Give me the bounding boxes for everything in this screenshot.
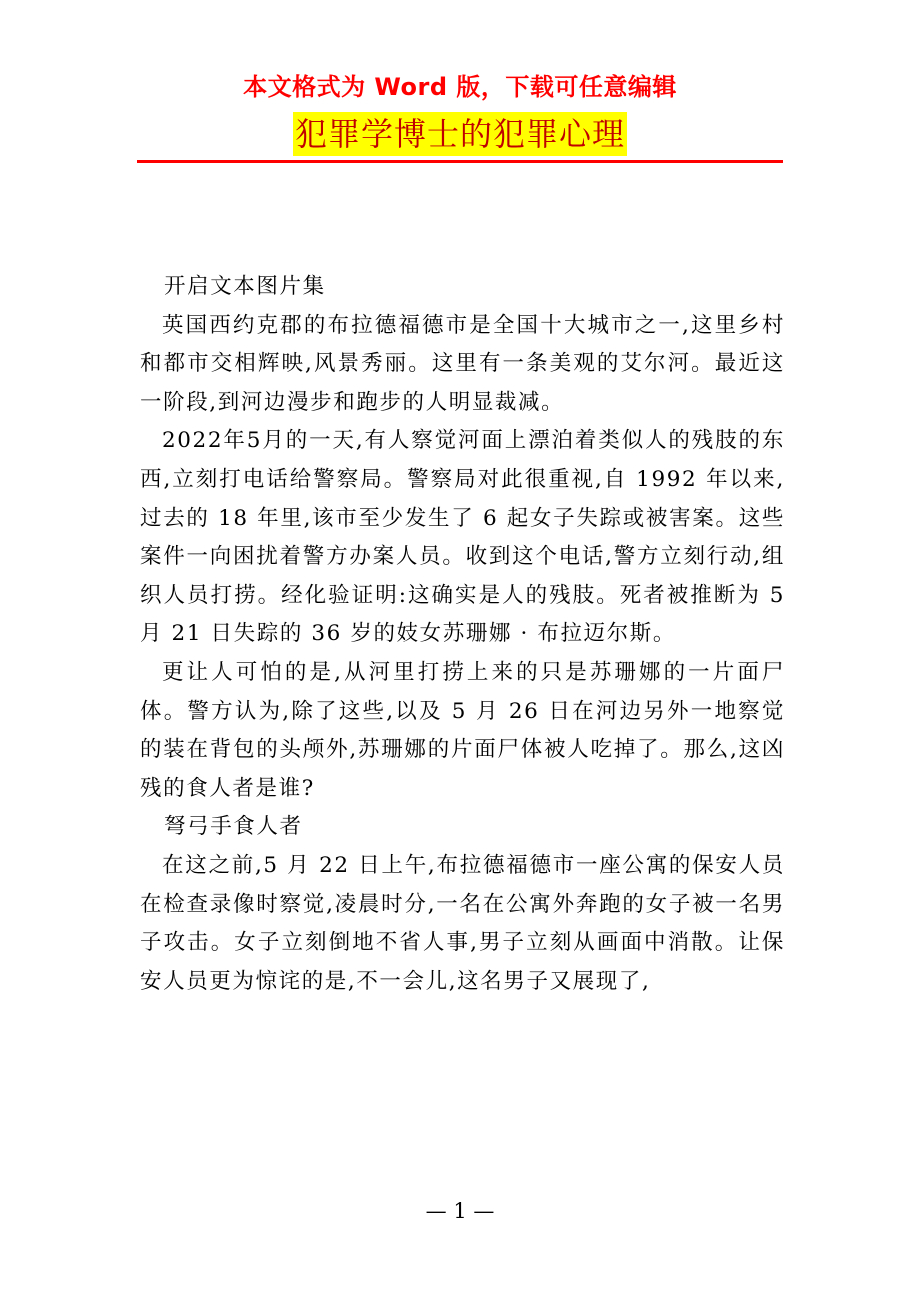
document-title: 犯罪学博士的犯罪心理 bbox=[293, 112, 627, 156]
document-body bbox=[140, 268, 785, 1001]
page-number: — 1 — bbox=[425, 1199, 495, 1223]
paragraph: 在这之前,5 月 22 日上午,布拉德福德市一座公寓的保安人员在检查录像时察觉,凌晨时分,一名在公寓外奔跑的女子被一名男子攻击。女子立刻倒地不省人事,男子立刻从画面中消散。让保安人员更为惊诧的是,不一会儿,这名男子又展现了, bbox=[140, 852, 785, 994]
section-heading: 开启文本图片集 bbox=[164, 274, 326, 299]
format-notice: 本文格式为 Word 版，下载可任意编辑 bbox=[243, 73, 677, 101]
title-container bbox=[0, 112, 920, 156]
paragraph: 更让人可怕的是,从河里打捞上来的只是苏珊娜的一片面尸体。警方认为,除了这些,以及 5 月 26 日在河边另外一地察觉的装在背包的头颅外,苏珊娜的片面尸体被人吃掉了。那么,这凶残的食人者是谁? bbox=[140, 659, 785, 801]
header-rule bbox=[137, 160, 783, 163]
paragraph: 2022年5月的一天,有人察觉河面上漂泊着类似人的残肢的东西,立刻打电话给警察局。警察局对此很重视,自 1992 年以来,过去的 18 年里,该市至少发生了 6 起女子失踪或被害案。这些案件一向困扰着警方办案人员。收到这个电话,警方立刻行动,组织人员打捞。经化验证明:这确实是人的残肢。死者被推断为 5 月 21 日失踪的 36 岁的妓女苏珊娜 · 布拉迈尔斯。 bbox=[140, 428, 785, 647]
paragraph: 英国西约克郡的布拉德福德市是全国十大城市之一,这里乡村和都市交相辉映,风景秀丽。这里有一条美观的艾尔河。最近这一阶段,到河边漫步和跑步的人明显裁减。 bbox=[140, 312, 785, 415]
section-heading: 弩弓手食人者 bbox=[164, 814, 303, 840]
